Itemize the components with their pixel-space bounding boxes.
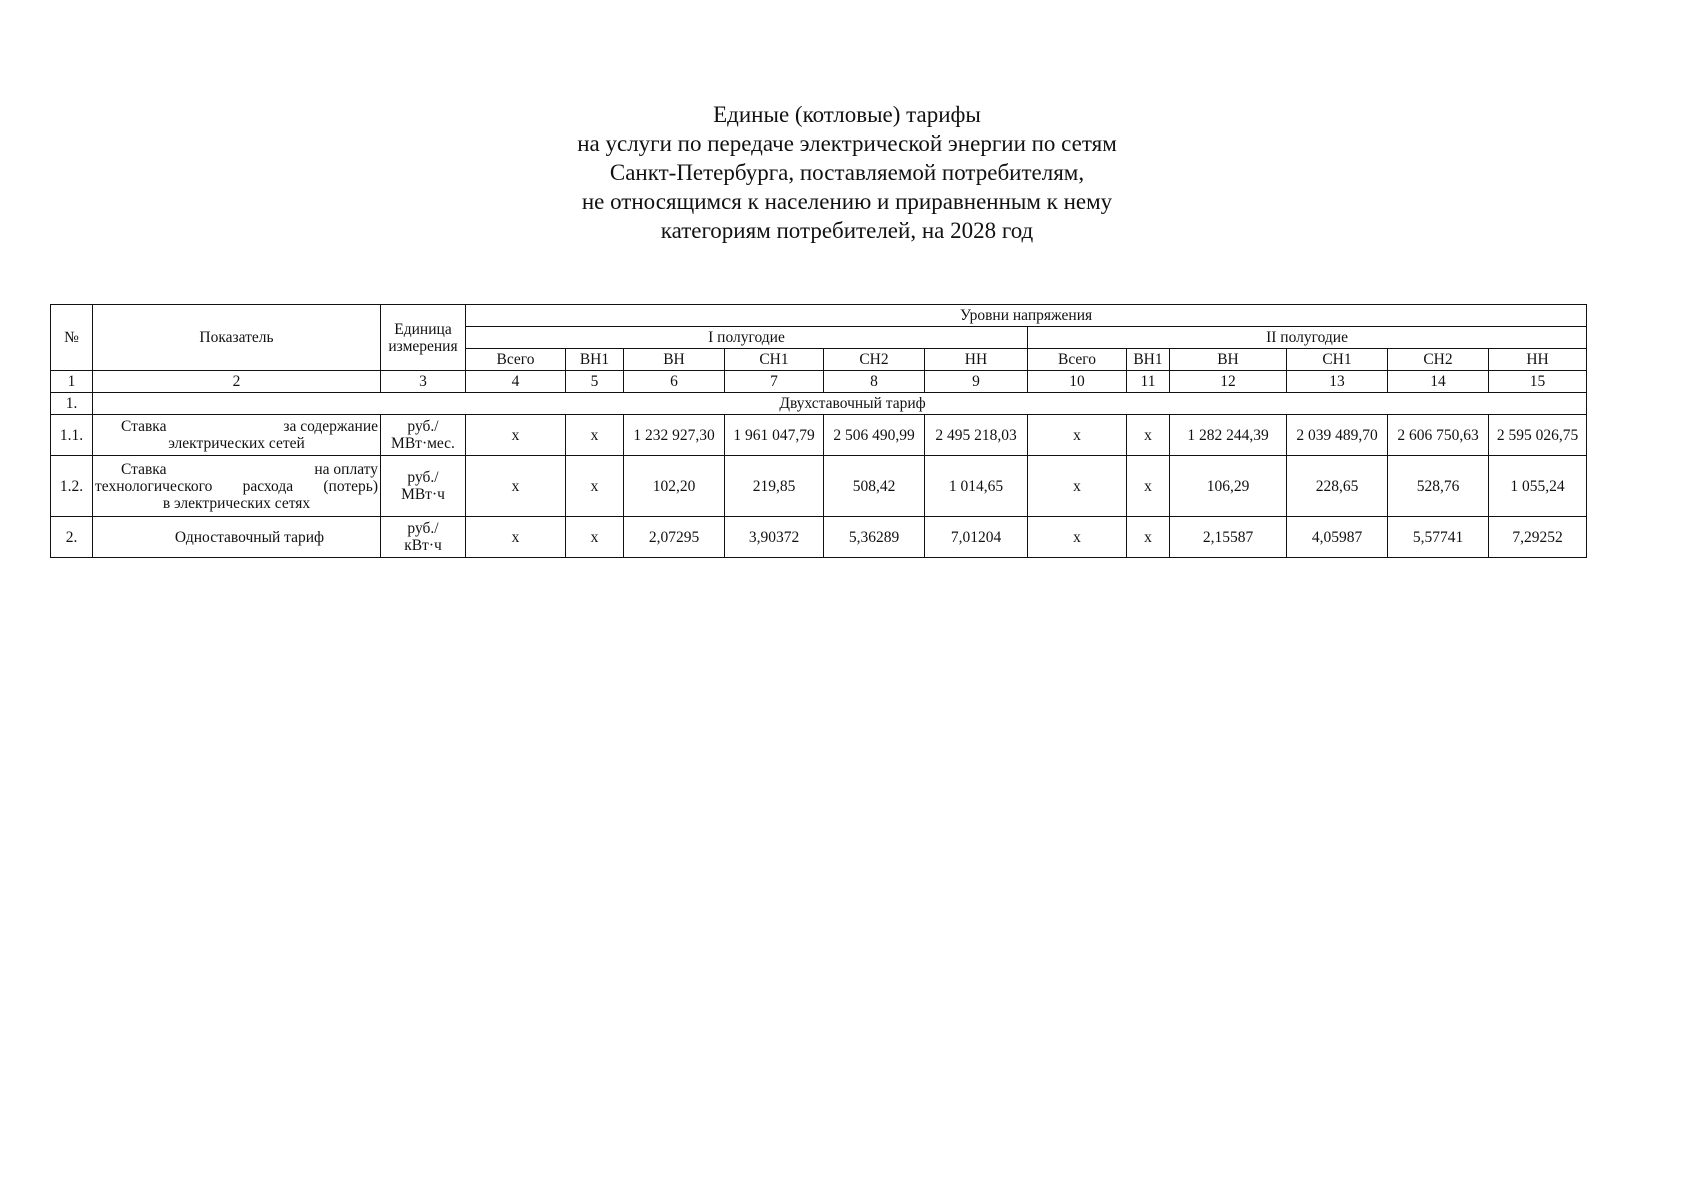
row-unit	[381, 517, 466, 558]
column-number: 9	[925, 371, 1028, 393]
column-number: 12	[1170, 371, 1287, 393]
row-unit-line: руб./	[407, 469, 439, 486]
header-level: ВН	[624, 349, 725, 371]
value-cell: 2 495 218,03	[925, 415, 1028, 456]
section-title	[93, 393, 1587, 415]
indicator-line: в электрических сетях	[162, 494, 311, 512]
header-level: НН	[925, 349, 1028, 371]
header-unit	[381, 305, 466, 371]
title-line-3: Санкт-Петербурга, поставляемой потребителям,	[609, 160, 1085, 185]
value-cell: 2 506 490,99	[824, 415, 925, 456]
value-cell: x	[566, 517, 624, 558]
row-num: 2.	[51, 517, 93, 558]
indicator-word: (потерь)	[323, 477, 378, 495]
row-unit-line: МВт·мес.	[391, 435, 455, 452]
row-unit-line: руб./	[407, 520, 439, 537]
value-cell: x	[1028, 517, 1127, 558]
header-level: СН2	[824, 349, 925, 371]
indicator-word: на оплату	[314, 460, 378, 478]
title-line-1: Единые (котловые) тарифы	[713, 102, 981, 127]
value-cell: 2 039 489,70	[1287, 415, 1388, 456]
row-unit-line: МВт·ч	[401, 486, 445, 503]
value-cell: 2 595 026,75	[1489, 415, 1587, 456]
value-cell: x	[566, 456, 624, 517]
value-cell: x	[566, 415, 624, 456]
value-cell: 7,01204	[925, 517, 1028, 558]
section-row	[51, 393, 1587, 415]
value-cell: 219,85	[725, 456, 824, 517]
indicator-word: Ставка	[121, 460, 167, 478]
value-cell: 7,29252	[1489, 517, 1587, 558]
value-cell: x	[466, 456, 566, 517]
column-number: 4	[466, 371, 566, 393]
row-indicator	[93, 517, 381, 558]
value-cell: 2,07295	[624, 517, 725, 558]
column-number: 13	[1287, 371, 1388, 393]
header-level: СН1	[725, 349, 824, 371]
indicator-word: Ставка	[121, 418, 167, 435]
section-num: 1.	[51, 393, 93, 415]
column-number: 1	[51, 371, 93, 393]
header-row-1	[51, 305, 1587, 327]
header-level: ВН1	[1127, 349, 1170, 371]
indicator-line	[95, 478, 378, 495]
header-indicator: Показатель	[93, 305, 381, 371]
title-line-5: категориям потребителей, на 2028 год	[660, 218, 1034, 243]
column-number: 6	[624, 371, 725, 393]
value-cell: 102,20	[624, 456, 725, 517]
value-cell: 2 606 750,63	[1388, 415, 1489, 456]
indicator-line	[95, 461, 378, 478]
header-unit-line-1: Единица	[394, 320, 452, 338]
title-line-2: на услуги по передаче электрической энергии по сетям	[577, 131, 1117, 156]
column-number: 15	[1489, 371, 1587, 393]
value-cell: 508,42	[824, 456, 925, 517]
row-indicator	[93, 415, 381, 456]
value-cell: 1 282 244,39	[1170, 415, 1287, 456]
column-number: 3	[381, 371, 466, 393]
indicator-word: за содержание	[283, 418, 378, 435]
value-cell: 5,36289	[824, 517, 925, 558]
value-cell: x	[1127, 517, 1170, 558]
header-num: №	[51, 305, 93, 371]
column-number: 14	[1388, 371, 1489, 393]
column-number: 2	[93, 371, 381, 393]
value-cell: x	[466, 415, 566, 456]
tariff-table	[50, 304, 1587, 558]
table-row	[51, 415, 1587, 456]
row-unit	[381, 415, 466, 456]
value-cell: 3,90372	[725, 517, 824, 558]
header-level: ВН	[1170, 349, 1287, 371]
indicator-line	[95, 418, 378, 435]
value-cell: 4,05987	[1287, 517, 1388, 558]
header-level: Всего	[1028, 349, 1127, 371]
table-row	[51, 456, 1587, 517]
column-number-row	[51, 371, 1587, 393]
value-cell: 228,65	[1287, 456, 1388, 517]
header-level: НН	[1489, 349, 1587, 371]
row-unit-line: кВт·ч	[404, 537, 442, 554]
header-level: ВН1	[566, 349, 624, 371]
table-row	[51, 517, 1587, 558]
value-cell: 528,76	[1388, 456, 1489, 517]
row-num: 1.2.	[51, 456, 93, 517]
column-number: 8	[824, 371, 925, 393]
header-level: СН1	[1287, 349, 1388, 371]
row-indicator	[93, 456, 381, 517]
column-number: 7	[725, 371, 824, 393]
column-number: 11	[1127, 371, 1170, 393]
document-title	[0, 100, 1694, 245]
row-unit	[381, 456, 466, 517]
indicator-line: электрических сетей	[168, 435, 305, 452]
value-cell: 106,29	[1170, 456, 1287, 517]
section-title-text: Двухставочный тариф	[779, 395, 926, 412]
header-unit-line-2: измерения	[388, 337, 458, 355]
value-cell: 2,15587	[1170, 517, 1287, 558]
indicator-word: технологического	[95, 477, 213, 495]
title-line-4: не относящимся к населению и приравненным к нему	[581, 189, 1113, 214]
row-num: 1.1.	[51, 415, 93, 456]
value-cell: 1 014,65	[925, 456, 1028, 517]
value-cell: x	[1028, 456, 1127, 517]
value-cell: 1 232 927,30	[624, 415, 725, 456]
value-cell: 5,57741	[1388, 517, 1489, 558]
header-half-2: II полугодие	[1028, 327, 1587, 349]
indicator-word: расхода	[242, 477, 294, 495]
value-cell: x	[1127, 456, 1170, 517]
row-unit-line: руб./	[407, 418, 439, 435]
column-number: 10	[1028, 371, 1127, 393]
header-voltage-levels: Уровни напряжения	[466, 305, 1587, 327]
value-cell: x	[1127, 415, 1170, 456]
indicator-text: Одноставочный тариф	[174, 528, 325, 546]
value-cell: x	[466, 517, 566, 558]
column-number: 5	[566, 371, 624, 393]
header-half-1: I полугодие	[466, 327, 1028, 349]
header-level: Всего	[466, 349, 566, 371]
value-cell: 1 961 047,79	[725, 415, 824, 456]
header-level: СН2	[1388, 349, 1489, 371]
value-cell: x	[1028, 415, 1127, 456]
value-cell: 1 055,24	[1489, 456, 1587, 517]
